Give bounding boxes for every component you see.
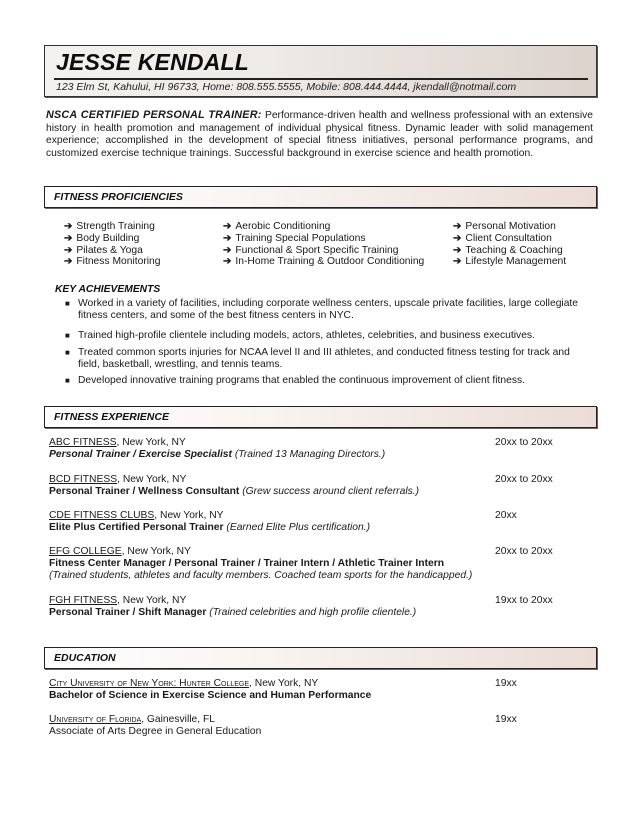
- achievement-item: ■ Worked in a variety of facilities, including corporate wellness centers, upscale private facilities, large collegiate fitness centers, and some of the best fitness centers in NYC.: [65, 298, 579, 322]
- section-title: EDUCATION: [54, 652, 116, 664]
- section-header-proficiencies: [44, 186, 597, 208]
- education-entry: University of Florida, Gainesville, FL 19xx Associate of Arts Degree in General Education: [49, 714, 517, 738]
- list-item: ➔ In-Home Training & Outdoor Conditioning: [223, 256, 425, 268]
- arrow-icon: ➔: [64, 244, 73, 256]
- proficiency-column-1: [64, 221, 161, 268]
- experience-entry: EFG COLLEGE, New York, NY 20xx to 20xx Fitness Center Manager / Personal Trainer / Trainer Intern / Athletic Trainer Intern (Trained students, athletes and faculty members. Coached team sports for the handicapped.): [49, 546, 553, 582]
- bullet-icon: ■: [65, 348, 70, 357]
- list-item: ➔ Lifestyle Management: [453, 256, 567, 268]
- experience-entry: FGH FITNESS, New York, NY 19xx to 20xx Personal Trainer / Shift Manager (Trained celebrities and high profile clientele.): [49, 595, 553, 619]
- list-item: ➔ Strength Training: [64, 221, 155, 232]
- job-title: Elite Plus Certified Personal Trainer: [49, 522, 224, 534]
- experience-entry: ABC FITNESS, New York, NY 20xx to 20xx Personal Trainer / Exercise Specialist (Trained 13 Managing Directors.): [49, 437, 553, 461]
- employer-name: ABC FITNESS: [49, 437, 117, 448]
- list-item: ➔ Body Building: [64, 232, 140, 244]
- arrow-icon: ➔: [453, 256, 462, 268]
- experience-entry: CDE FITNESS CLUBS, New York, NY 20xx Elite Plus Certified Personal Trainer (Earned Elite Plus certification.): [49, 510, 517, 534]
- graduation-year: 19xx: [495, 678, 517, 689]
- school-name: City University of New York: Hunter College: [49, 678, 250, 689]
- employer-name: FGH FITNESS: [49, 595, 118, 606]
- arrow-icon: ➔: [223, 256, 232, 268]
- achievement-item: ■ Trained high-profile clientele including models, actors, athletes, celebrities, and business executives.: [65, 330, 535, 341]
- achievement-item: ■ Treated common sports injuries for NCAA level II and III athletes, and conducted fitness testing for track and field, basketball, wrestling, and tennis teams.: [65, 347, 570, 371]
- proficiency-column-3: [453, 221, 566, 268]
- list-item: ➔ Client Consultation: [453, 232, 552, 244]
- job-title: Personal Trainer / Wellness Consultant: [49, 486, 240, 498]
- degree: Associate of Arts Degree in General Education: [49, 726, 262, 738]
- summary-lead: NSCA CERTIFIED PERSONAL TRAINER:: [46, 109, 262, 121]
- bullet-icon: ■: [65, 376, 70, 385]
- experience-entry: BCD FITNESS, New York, NY 20xx to 20xx Personal Trainer / Wellness Consultant (Grew success around client referrals.): [49, 474, 553, 498]
- bullet-icon: ■: [65, 299, 70, 308]
- job-title: Fitness Center Manager / Personal Trainer / Trainer Intern / Athletic Trainer Intern: [49, 558, 445, 570]
- summary-paragraph: [46, 109, 593, 160]
- arrow-icon: ➔: [453, 232, 462, 244]
- proficiency-column-2: [223, 221, 424, 268]
- arrow-icon: ➔: [64, 256, 73, 268]
- employer-name: CDE FITNESS CLUBS: [49, 510, 155, 521]
- arrow-icon: ➔: [223, 244, 232, 256]
- list-item: ➔ Training Special Populations: [223, 232, 366, 244]
- header-box: [44, 45, 597, 97]
- degree: Bachelor of Science in Exercise Science and Human Performance: [49, 690, 372, 702]
- key-achievements-title: KEY ACHIEVEMENTS: [55, 284, 161, 295]
- achievement-item: ■ Developed innovative training programs that enabled the continuous improvement of client fitness.: [65, 375, 526, 386]
- date-range: 20xx to 20xx: [495, 437, 553, 448]
- employer-name: BCD FITNESS: [49, 474, 118, 485]
- arrow-icon: ➔: [64, 232, 73, 244]
- education-entry: City University of New York: Hunter College, New York, NY 19xx Bachelor of Science in Exercise Science and Human Performance: [49, 678, 517, 702]
- date-range: 20xx to 20xx: [495, 546, 553, 557]
- summary-text: Performance-driven health and wellness professional with an extensive history in health promotion and management of individual physical fitness. Dynamic leader with solid management experience; accomplished in the development of special fitness initiatives, personal performance programs, and customized exercise technique trainings. Successful background in exercise science and health promotion.: [46, 110, 593, 159]
- list-item: ➔ Aerobic Conditioning: [223, 221, 331, 232]
- section-title: FITNESS EXPERIENCE: [54, 411, 169, 423]
- job-title: Personal Trainer / Exercise Specialist: [49, 449, 232, 461]
- list-item: ➔ Fitness Monitoring: [64, 256, 161, 268]
- candidate-name: JESSE KENDALL: [56, 49, 250, 75]
- arrow-icon: ➔: [453, 244, 462, 256]
- list-item: ➔ Functional & Sport Specific Training: [223, 244, 399, 256]
- list-item: ➔ Teaching & Coaching: [453, 244, 563, 256]
- date-range: 19xx to 20xx: [495, 595, 553, 606]
- bullet-icon: ■: [65, 331, 70, 340]
- date-range: 20xx to 20xx: [495, 474, 553, 485]
- section-title: FITNESS PROFICIENCIES: [54, 191, 183, 203]
- contact-line: 123 Elm St, Kahului, HI 96733, Home: 808.555.5555, Mobile: 808.444.4444, jkendall@notmail.com: [56, 81, 517, 93]
- list-item: ➔ Pilates & Yoga: [64, 244, 143, 256]
- school-name: University of Florida: [49, 714, 142, 725]
- employer-name: EFG COLLEGE: [49, 546, 122, 557]
- graduation-year: 19xx: [495, 714, 517, 725]
- arrow-icon: ➔: [223, 232, 232, 244]
- name-divider: [54, 78, 588, 80]
- arrow-icon: ➔: [64, 221, 73, 232]
- section-header-experience: [44, 406, 597, 428]
- job-title: Personal Trainer / Shift Manager: [49, 607, 207, 619]
- list-item: ➔ Personal Motivation: [453, 221, 556, 232]
- section-header-education: [44, 647, 597, 669]
- arrow-icon: ➔: [453, 221, 462, 232]
- arrow-icon: ➔: [223, 221, 232, 232]
- date-range: 20xx: [495, 510, 517, 521]
